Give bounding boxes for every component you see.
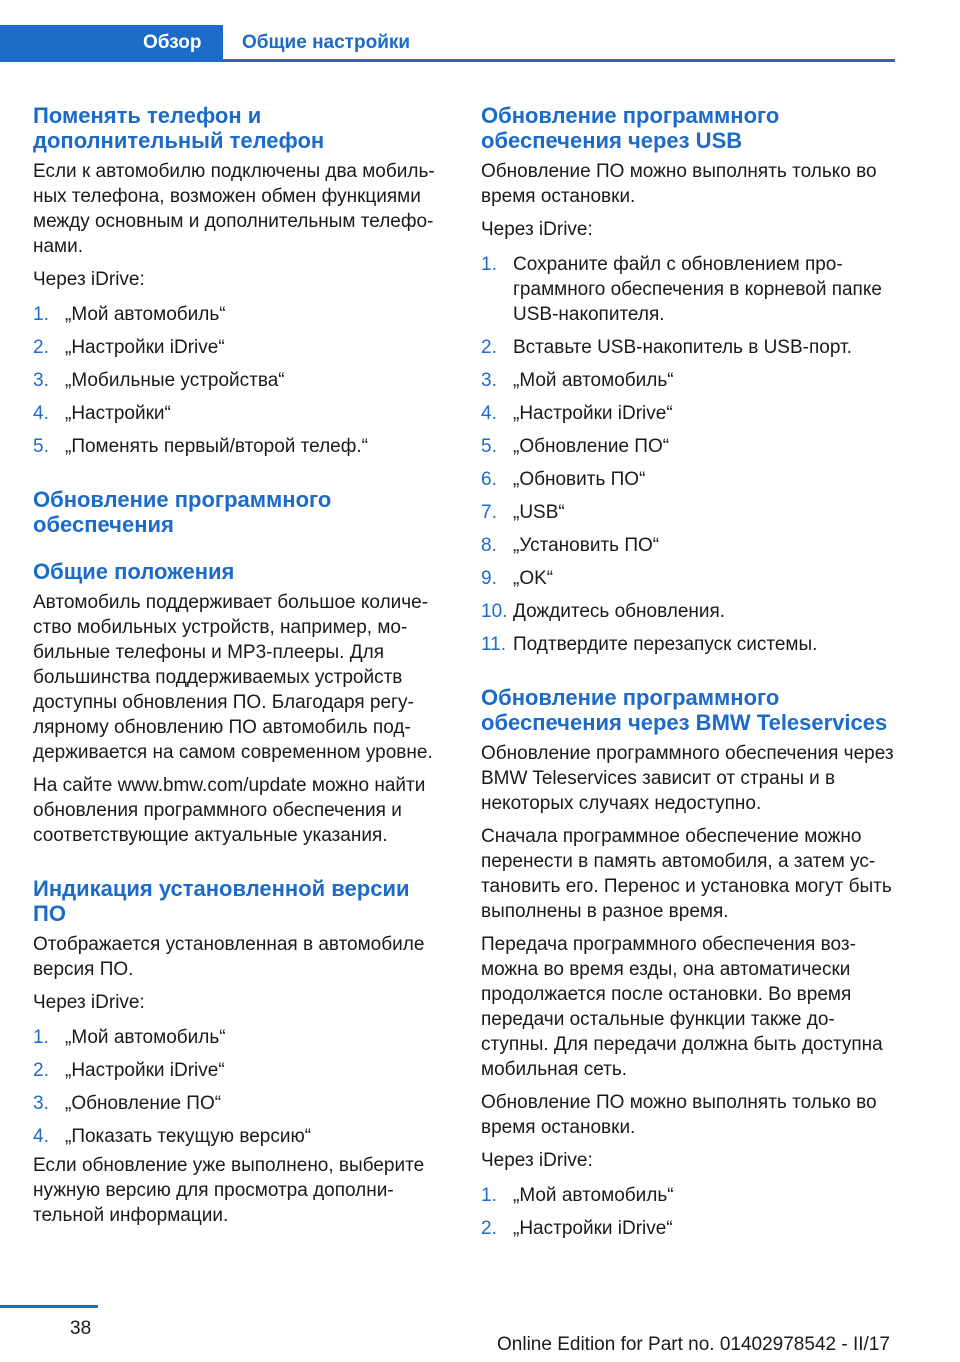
step-number: 5. — [481, 436, 497, 457]
section-title-general: Общие положения — [33, 559, 235, 584]
step-text: „Обновление ПО“ — [513, 436, 670, 457]
list-item — [481, 1216, 895, 1241]
list-item — [33, 1025, 447, 1050]
tab-general-settings[interactable]: Общие настройки — [242, 32, 411, 53]
paragraph: Отображается установленная в автомобиле версия ПО. — [33, 934, 425, 980]
right-column — [481, 103, 895, 1249]
step-text: Подтвердите перезапуск системы. — [513, 634, 818, 655]
step-number: 4. — [481, 403, 497, 424]
step-text: „Показать текущую версию“ — [65, 1126, 312, 1147]
steps-list — [481, 1183, 895, 1241]
step-number: 10. — [481, 601, 508, 622]
via-idrive-label: Через iDrive: — [481, 1150, 593, 1171]
steps-list — [33, 302, 447, 459]
step-number: 3. — [481, 370, 497, 391]
section-title-installed-version: Индикация установленной версии ПО — [33, 876, 410, 926]
step-text: „Настройки iDrive“ — [65, 337, 225, 358]
step-text: „Поменять первый/второй телеф.“ — [65, 436, 368, 457]
list-item — [33, 368, 447, 393]
step-text: „Настройки iDrive“ — [65, 1060, 225, 1081]
step-text: „Настройки“ — [65, 403, 171, 424]
paragraph: Сначала программное обеспечение можно перенести в память автомобиля, а затем установить его. Перенос и установка могут быть выполнены в разное время. — [481, 826, 892, 922]
list-item — [481, 368, 895, 393]
step-number: 8. — [481, 535, 497, 556]
list-item — [481, 335, 895, 360]
section-title-swap-phone: Поменять телефон и дополнительный телефон — [33, 103, 325, 153]
step-number: 3. — [33, 370, 49, 391]
paragraph: На сайте www.bmw.com/update можно найти обновления программного обеспечения и соответствующие актуальные указания. — [33, 775, 426, 846]
step-text: „Мой автомобиль“ — [65, 1027, 226, 1048]
step-number: 4. — [33, 403, 49, 424]
step-text: „Обновление ПО“ — [65, 1093, 222, 1114]
list-item — [481, 1183, 895, 1208]
step-number: 1. — [481, 254, 497, 275]
step-number: 9. — [481, 568, 497, 589]
paragraph: Обновление ПО можно выполнять только во время остановки. — [481, 161, 877, 207]
step-number: 2. — [33, 337, 49, 358]
left-column — [33, 103, 447, 1236]
step-number: 7. — [481, 502, 497, 523]
via-idrive-label: Через iDrive: — [33, 269, 145, 290]
header-rule — [0, 59, 895, 62]
paragraph: Если к автомобилю подключены два мобильных телефона, возможен обмен функциями между основным и дополнительным телефонами. — [33, 161, 435, 257]
paragraph: Если обновление уже выполнено, выберите нужную версию для просмотра дополнительной информации. — [33, 1155, 425, 1226]
step-text: „Мобильные устройства“ — [65, 370, 285, 391]
step-text: „OK“ — [513, 568, 554, 589]
step-number: 1. — [33, 304, 49, 325]
section-title-software-update: Обновление программного обеспечения — [33, 487, 332, 537]
step-text: Сохраните файл с обновлением программного обеспечения в корневой папке USB-накопителя. — [513, 254, 882, 325]
step-number: 1. — [33, 1027, 49, 1048]
section-title-teleservices-update: Обновление программного обеспечения через BMW Teleservices — [481, 685, 888, 735]
step-number: 6. — [481, 469, 497, 490]
step-number: 4. — [33, 1126, 49, 1147]
list-item — [481, 467, 895, 492]
footer-rule — [0, 1305, 98, 1308]
header-bar — [0, 25, 895, 63]
list-item — [33, 1091, 447, 1116]
step-number: 11. — [481, 634, 507, 655]
step-number: 5. — [33, 436, 49, 457]
page-number: 38 — [70, 1318, 92, 1339]
step-text: „USB“ — [513, 502, 565, 523]
section-title-usb-update: Обновление программного обеспечения через USB — [481, 103, 780, 153]
list-item — [481, 434, 895, 459]
via-idrive-label: Через iDrive: — [481, 219, 593, 240]
step-text: „Настройки iDrive“ — [513, 1218, 673, 1239]
list-item — [33, 434, 447, 459]
via-idrive-label: Через iDrive: — [33, 992, 145, 1013]
list-item — [481, 533, 895, 558]
step-text: „Настройки iDrive“ — [513, 403, 673, 424]
list-item — [33, 1124, 447, 1149]
edition-info: Online Edition for Part no. 01402978542 - II/17 — [497, 1334, 890, 1355]
list-item — [481, 566, 895, 591]
list-item — [33, 335, 447, 360]
step-number: 2. — [33, 1060, 49, 1081]
step-text: „Обновить ПО“ — [513, 469, 646, 490]
step-number: 3. — [33, 1093, 49, 1114]
step-number: 2. — [481, 337, 497, 358]
list-item — [481, 632, 895, 657]
step-number: 2. — [481, 1218, 497, 1239]
step-text: „Мой автомобиль“ — [65, 304, 226, 325]
list-item — [481, 252, 895, 327]
list-item — [481, 500, 895, 525]
list-item — [33, 1058, 447, 1083]
step-text: Вставьте USB-накопитель в USB-порт. — [513, 337, 852, 358]
steps-list — [481, 252, 895, 657]
steps-list — [33, 1025, 447, 1149]
tab-overview[interactable]: Обзор — [143, 32, 202, 53]
step-text: „Мой автомобиль“ — [513, 370, 674, 391]
list-item — [481, 401, 895, 426]
paragraph: Обновление ПО можно выполнять только во время остановки. — [481, 1092, 877, 1138]
paragraph: Передача программного обеспечения возможна во время езды, она автоматически продолжается после остановки. Во время передачи остальные функции также доступны. Для передачи должна быть доступна мобильная сеть. — [481, 934, 883, 1080]
list-item — [33, 401, 447, 426]
list-item — [481, 599, 895, 624]
paragraph: Обновление программного обеспечения через BMW Teleservices зависит от страны и в некоторых случаях недоступно. — [481, 743, 894, 814]
paragraph: Автомобиль поддерживает большое количество мобильных устройств, например, мобильные телефоны и MP3-плееры. Для большинства поддерживаемых устройств доступны обновления ПО. Благодаря регулярному обновлению ПО автомобиль поддерживается на самом современном уровне. — [33, 592, 433, 763]
list-item — [33, 302, 447, 327]
step-text: „Установить ПО“ — [513, 535, 660, 556]
step-number: 1. — [481, 1185, 497, 1206]
step-text: „Мой автомобиль“ — [513, 1185, 674, 1206]
step-text: Дождитесь обновления. — [513, 601, 726, 622]
